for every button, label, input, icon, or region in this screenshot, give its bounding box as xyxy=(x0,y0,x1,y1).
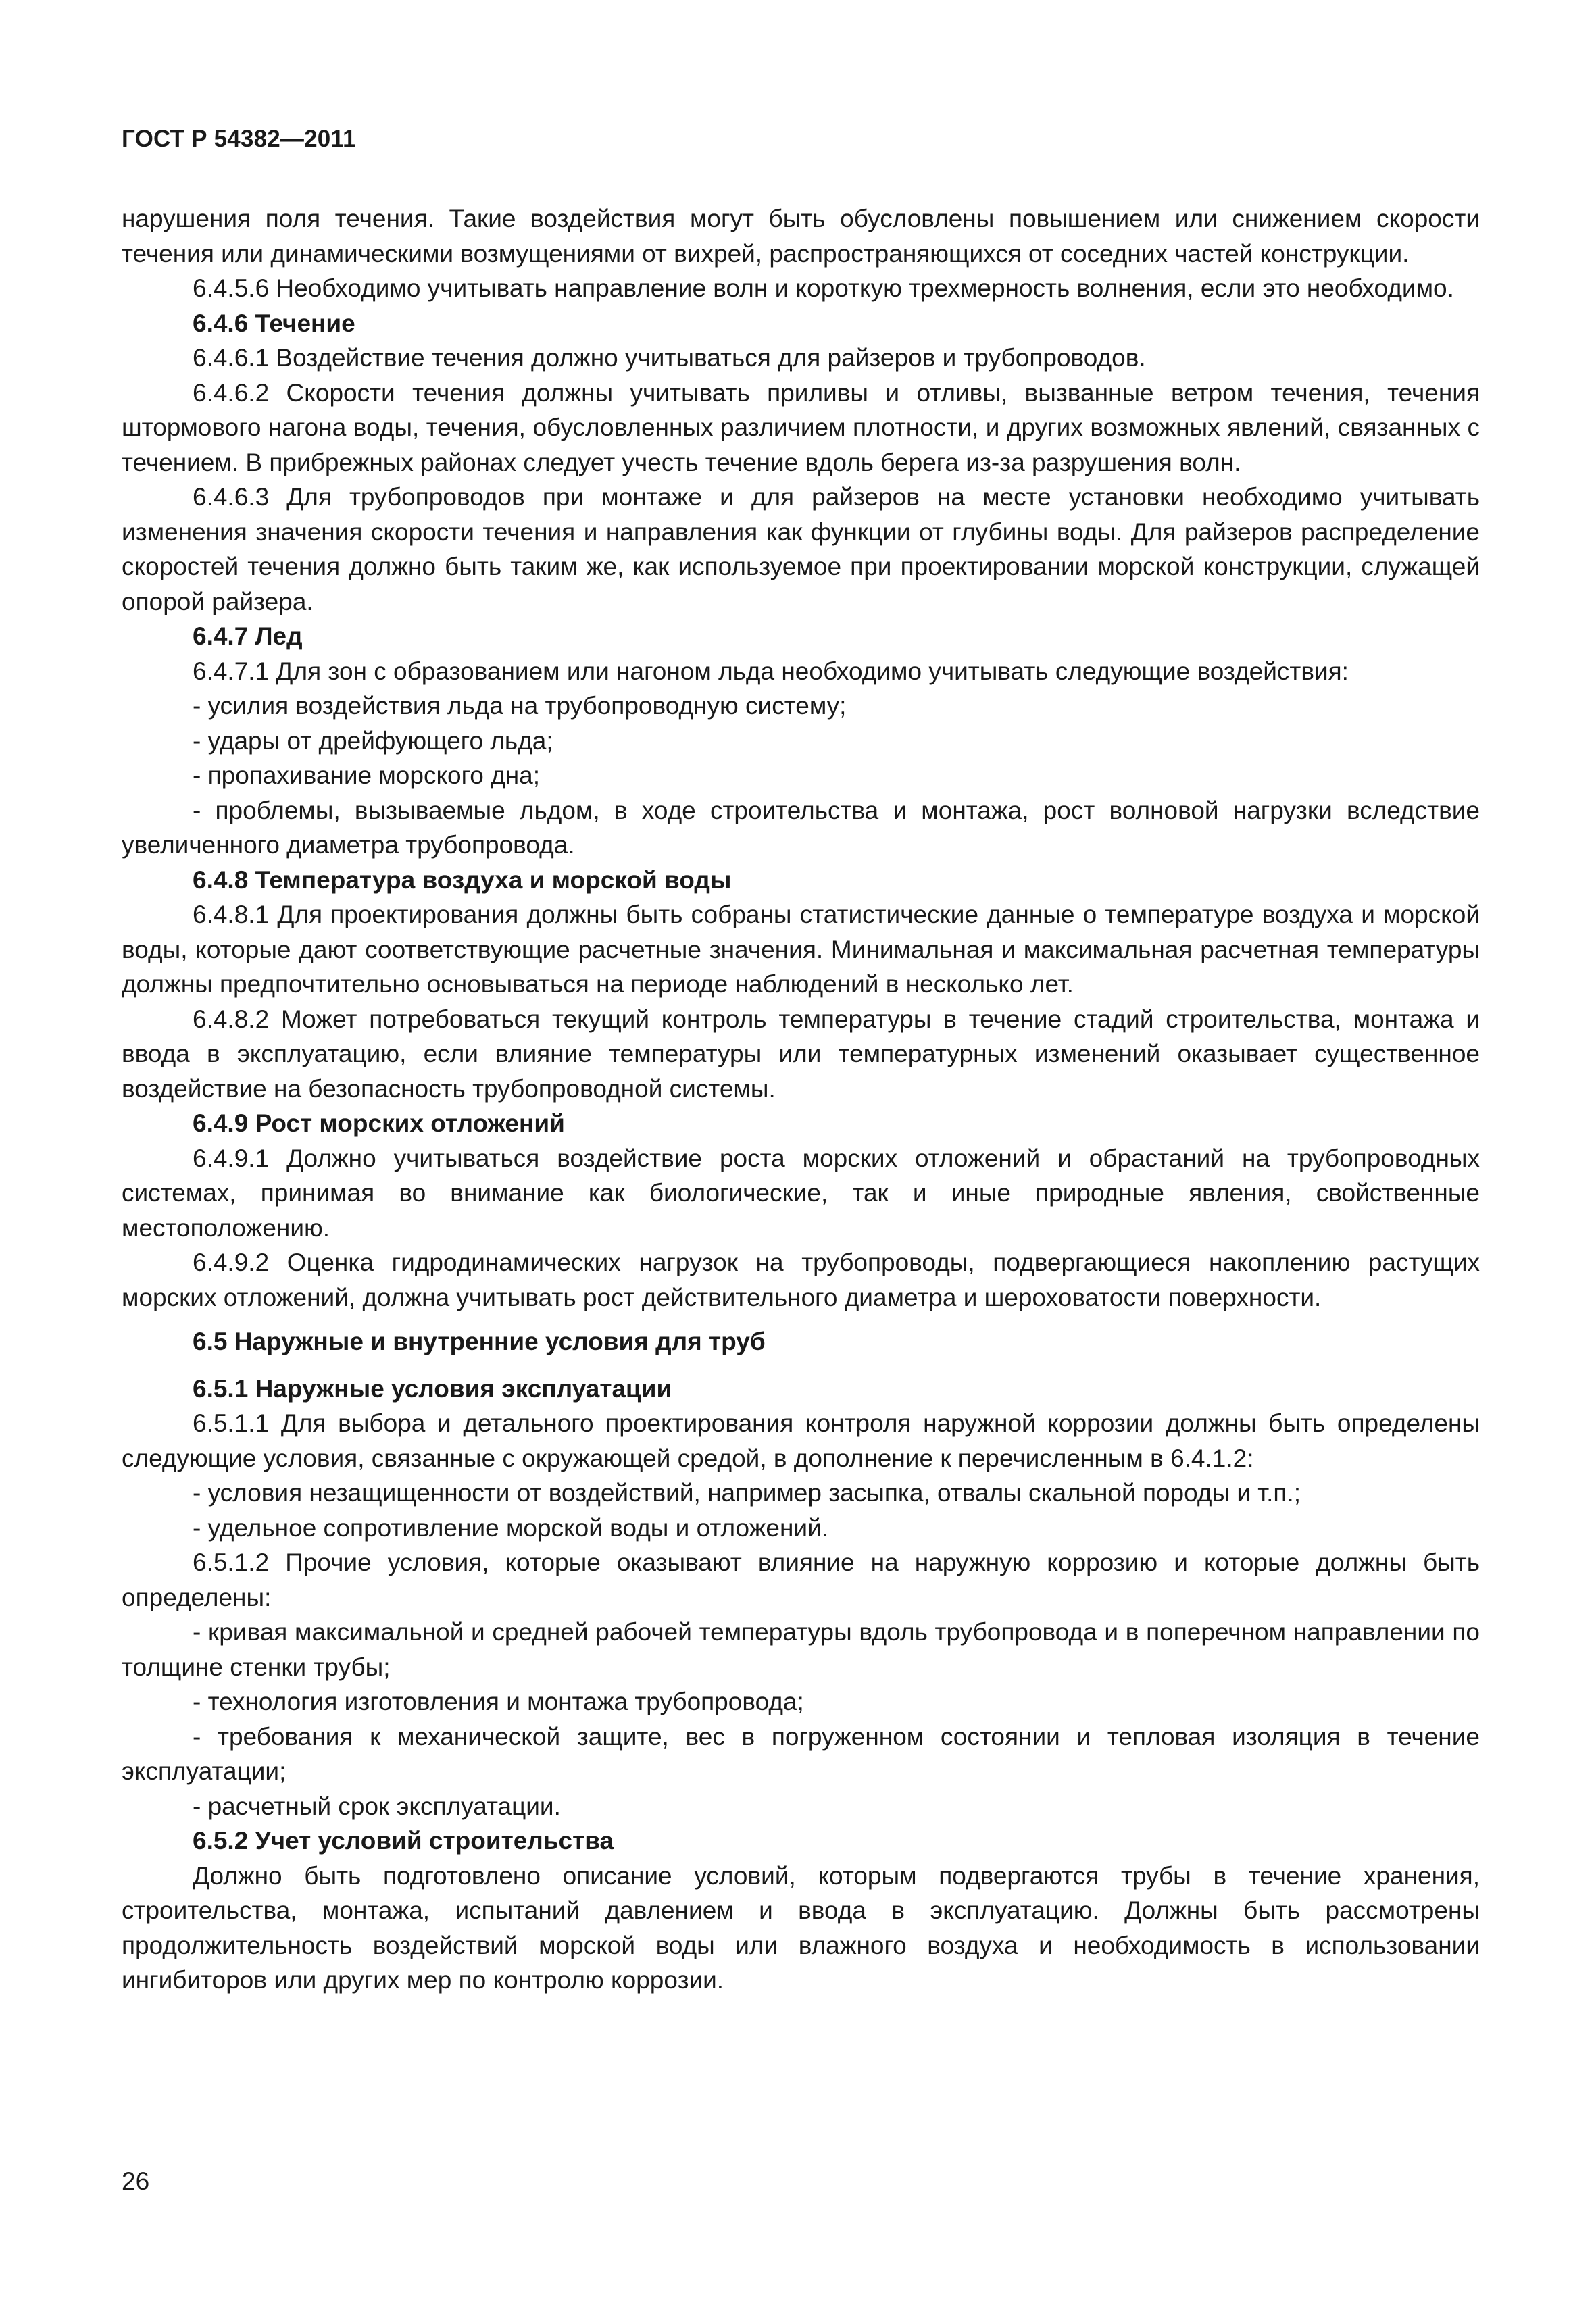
document-body xyxy=(122,201,1480,1998)
document-code-header: ГОСТ Р 54382—2011 xyxy=(122,126,356,152)
list-item: - проблемы, вызываемые льдом, в ходе строительства и монтажа, рост волновой нагрузки вследствие увеличенного диаметра трубопровода. xyxy=(122,796,1480,859)
paragraph: 6.4.7.1 Для зон с образованием или нагоном льда необходимо учитывать следующие воздействия: xyxy=(193,657,1349,685)
list-item: - удары от дрейфующего льда; xyxy=(193,726,553,755)
section-heading: 6.4.7 Лед xyxy=(193,622,303,650)
list-item: - расчетный срок эксплуатации. xyxy=(193,1792,561,1820)
paragraph: 6.4.9.2 Оценка гидродинамических нагрузок на трубопроводы, подвергающиеся накоплению растущих морских отложений, должна учитывать рост действительного диаметра и шероховатости поверхности. xyxy=(122,1249,1480,1311)
paragraph: 6.4.8.1 Для проектирования должны быть собраны статистические данные о температуре воздуха и морской воды, которые дают соответствующие расчетные значения. Минимальная и максимальная расчетная температуры должны предпочтительно основываться на периоде наблюдений в несколько лет. xyxy=(122,901,1480,998)
list-item: - кривая максимальной и средней рабочей температуры вдоль трубопровода и в поперечном направлении по толщине стенки трубы; xyxy=(122,1618,1480,1681)
paragraph: 6.4.6.3 Для трубопроводов при монтаже и для райзеров на месте установки необходимо учитывать изменения значения скорости течения и направления как функции от глубины воды. Для райзеров распределение скоростей течения должно быть таким же, как используемое при проектировании морской конструкции, служащей опорой райзера. xyxy=(122,483,1480,615)
list-item: - технология изготовления и монтажа трубопровода; xyxy=(193,1688,804,1715)
paragraph: 6.5.1.1 Для выбора и детального проектирования контроля наружной коррозии должны быть определены следующие условия, связанные с окружающей средой, в дополнение к перечисленным в 6.4.1.2: xyxy=(122,1409,1480,1472)
section-heading: 6.5 Наружные и внутренние условия для труб xyxy=(193,1328,766,1355)
paragraph: 6.4.5.6 Необходимо учитывать направление волн и короткую трехмерность волнения, если это необходимо. xyxy=(193,274,1454,302)
section-heading: 6.4.8 Температура воздуха и морской воды xyxy=(193,865,732,894)
list-item: - условия незащищенности от воздействий, например засыпка, отвалы скальной породы и т.п.; xyxy=(193,1479,1301,1507)
paragraph: 6.4.6.1 Воздействие течения должно учитываться для райзеров и трубопроводов. xyxy=(193,344,1146,372)
paragraph: 6.4.9.1 Должно учитываться воздействие роста морских отложений и обрастаний на трубопроводных системах, принимая во внимание как биологические, так и иные природные явления, свойственные местоположению. xyxy=(122,1144,1480,1242)
list-item: - требования к механической защите, вес в погруженном состоянии и тепловая изоляция в течение эксплуатации; xyxy=(122,1722,1480,1785)
paragraph: Должно быть подготовлено описание условий, которым подвергаются трубы в течение хранения, строительства, монтажа, испытаний давлением и ввода в эксплуатацию. Должны быть рассмотрены продолжительность воздействий морской воды или влажного воздуха и необходимость в использовании ингибиторов или других мер по контролю коррозии. xyxy=(122,1861,1480,1994)
paragraph: нарушения поля течения. Такие воздействия могут быть обусловлены повышением или снижением скорости течения или динамическими возмущениями от вихрей, распространяющихся от соседних частей конструкции. xyxy=(122,205,1480,268)
section-heading: 6.5.2 Учет условий строительства xyxy=(193,1827,614,1855)
section-heading: 6.4.6 Течение xyxy=(193,309,355,337)
section-heading: 6.5.1 Наружные условия эксплуатации xyxy=(193,1374,672,1403)
page-number: 26 xyxy=(122,2167,150,2195)
paragraph: 6.5.1.2 Прочие условия, которые оказывают влияние на наружную коррозию и которые должны быть определены: xyxy=(122,1549,1480,1611)
list-item: - усилия воздействия льда на трубопроводную систему; xyxy=(193,692,847,720)
paragraph: 6.4.8.2 Может потребоваться текущий контроль температуры в течение стадий строительства, монтажа и ввода в эксплуатацию, если влияние температуры или температурных изменений оказывает существенное воздействие на безопасность трубопроводной системы. xyxy=(122,1005,1480,1103)
paragraph: 6.4.6.2 Скорости течения должны учитывать приливы и отливы, вызванные ветром течения, течения штормового нагона воды, течения, обусловленных различием плотности, и других возможных явлений, связанных с течением. В прибрежных районах следует учесть течение вдоль берега из-за разрушения волн. xyxy=(122,378,1480,476)
section-heading: 6.4.9 Рост морских отложений xyxy=(193,1109,565,1137)
list-item: - пропахивание морского дна; xyxy=(193,761,541,789)
list-item: - удельное сопротивление морской воды и отложений. xyxy=(193,1513,829,1542)
